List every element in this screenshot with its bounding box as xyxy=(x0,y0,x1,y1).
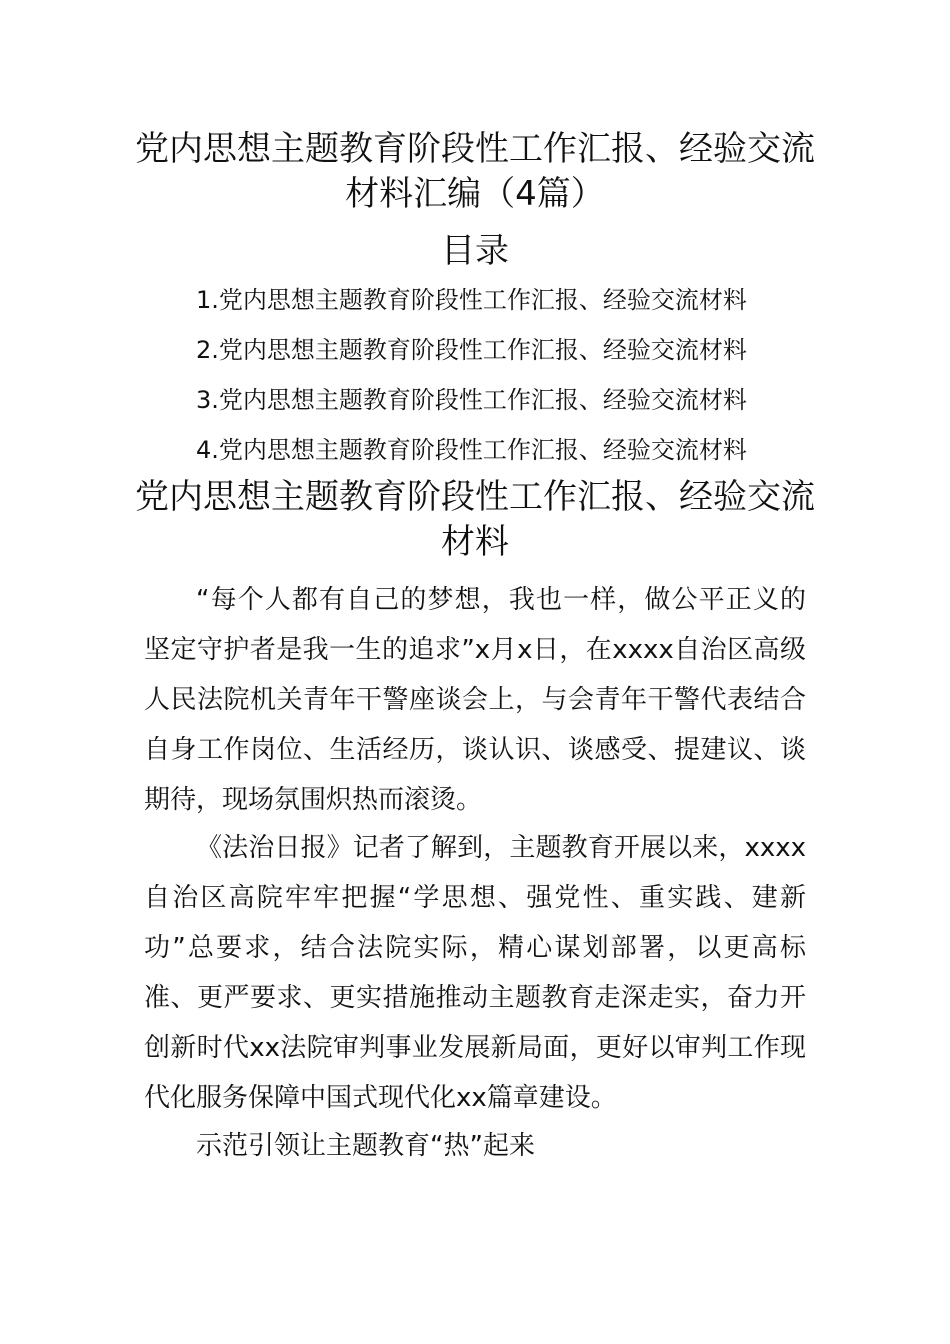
toc-item-1[interactable]: 1.党内思想主题教育阶段性工作汇报、经验交流材料 xyxy=(196,286,747,314)
table-of-contents xyxy=(196,275,747,475)
toc-heading: 目录 xyxy=(441,231,509,271)
article-title: 党内思想主题教育阶段性工作汇报、经验交流材料 xyxy=(135,477,815,562)
toc-item-4[interactable]: 4.党内思想主题教育阶段性工作汇报、经验交流材料 xyxy=(196,436,747,464)
body-paragraph: 《法治日报》记者了解到，主题教育开展以来，xxxx自治区高院牢牢把握“学思想、强党性、重实践、建新功”总要求，结合法院实际，精心谋划部署，以更高标准、更严要求、更实措施推动主题教育走深走实，奋力开创新时代xx法院审判事业发展新局面，更好以审判工作现代化服务保障中国式现代化xx篇章建设。 xyxy=(144,833,806,1113)
section-heading: 示范引领让主题教育“热”起来 xyxy=(196,1131,535,1161)
toc-item-2[interactable]: 2.党内思想主题教育阶段性工作汇报、经验交流材料 xyxy=(196,336,747,364)
toc-item-3[interactable]: 3.党内思想主题教育阶段性工作汇报、经验交流材料 xyxy=(196,386,747,414)
document-title: 党内思想主题教育阶段性工作汇报、经验交流材料汇编（4篇） xyxy=(135,129,815,214)
body-paragraph: “每个人都有自己的梦想，我也一样，做公平正义的坚定守护者是我一生的追求”x月x日，在xxxx自治区高级人民法院机关青年干警座谈会上，与会青年干警代表结合自身工作岗位、生活经历，谈认识、谈感受、提建议、谈期待，现场氛围炽热而滚烫。 xyxy=(144,585,806,815)
